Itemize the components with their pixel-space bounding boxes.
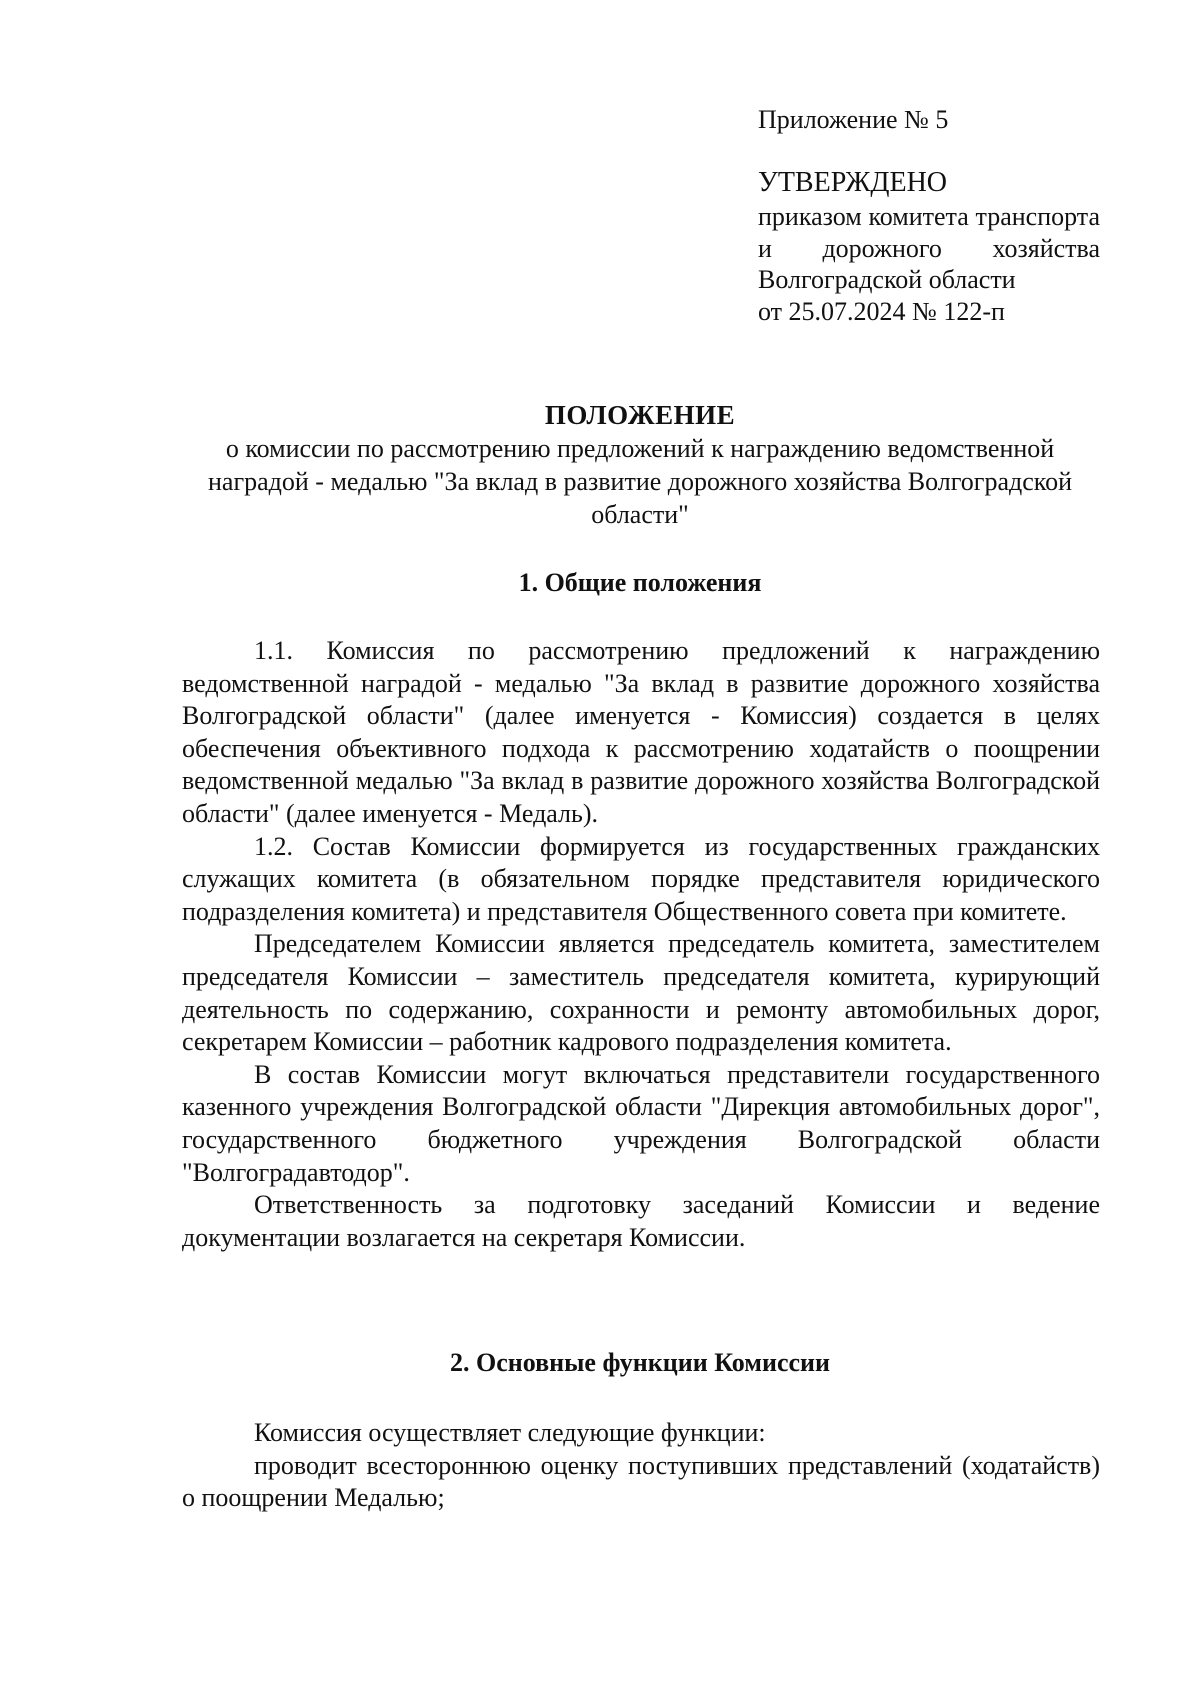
paragraph-functions-intro: Комиссия осуществляет следующие функции: [254, 1418, 766, 1447]
section-2-heading: 2. Основные функции Комиссии [450, 1348, 830, 1377]
section-1-heading: 1. Общие положения [518, 568, 762, 597]
approved-stamp-text: УТВЕРЖДЕНО [758, 167, 948, 198]
appendix-number: Приложение № 5 [758, 105, 949, 134]
paragraph-function-1: проводит всестороннюю оценку поступивших представлений (ходатайств) о поощрении Медалью; [182, 1450, 1100, 1513]
approval-order-text: приказом комитета транспорта и дорожного хозяйства Волгоградской области [758, 202, 1100, 294]
approval-order-date: от 25.07.2024 № 122-п [758, 296, 1005, 326]
paragraph-responsibility: Ответственность за подготовку заседаний Комиссии и ведение документации возлагается на секретаря Комиссии. [182, 1190, 1100, 1252]
approval-block [758, 104, 1100, 328]
paragraph-chairman: Председателем Комиссии является председатель комитета, заместителем председателя Комиссии – заместитель председателя комитета, курирующий деятельность по содержанию, сохранности и ремонту автомобильных дорог, секретарем Комиссии – работник кадрового подразделения комитета. [182, 929, 1100, 1057]
paragraph-1-1: 1.1. Комиссия по рассмотрению предложений к награждению ведомственной наградой - медалью "За вклад в развитие дорожного хозяйства Волгоградской области" (далее именуется - Комиссия) создается в целях обеспечения объективного подхода к рассмотрению ходатайств о поощрении ведомственной медалью "За вклад в развитие дорожного хозяйства Волгоградской области" (далее именуется - Медаль). [182, 636, 1100, 828]
section-1-body [182, 635, 1100, 1254]
paragraph-1-2: 1.2. Состав Комиссии формируется из государственных гражданских служащих комитета (в обязательном порядке представителя юридического подразделения комитета) и представителя Общественного совета при комитете. [182, 831, 1100, 926]
document-title: ПОЛОЖЕНИЕ [544, 400, 736, 430]
document-subtitle: о комиссии по рассмотрению предложений к награждению ведомственной наградой - медалью "За вклад в развитие дорожного хозяйства Волгоградской области" [208, 434, 1072, 529]
paragraph-members: В состав Комиссии могут включаться представители государственного казенного учреждения Волгоградской области "Дирекция автомобильных дорог", государственного бюджетного учреждения Волгоградской области "Волгоградавтодор". [182, 1059, 1100, 1187]
section-2-body [182, 1417, 1100, 1515]
